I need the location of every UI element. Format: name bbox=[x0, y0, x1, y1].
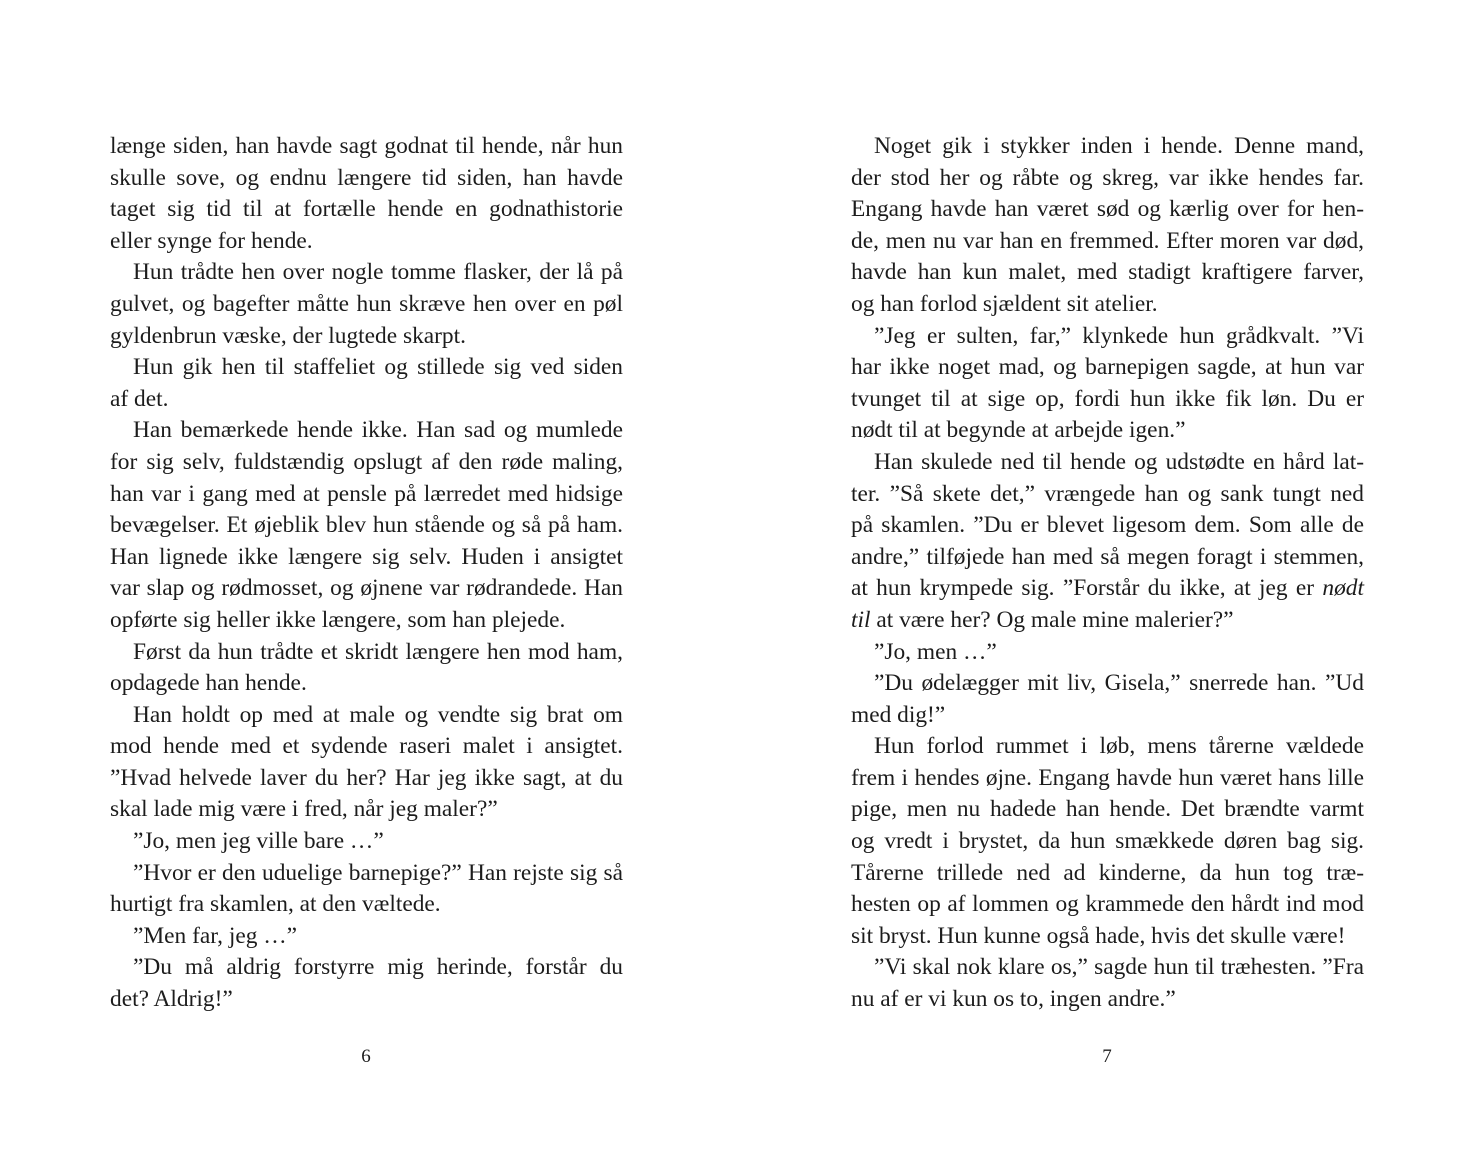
text-line: har ikke noget mad, og barnepigen sagde, at hun var bbox=[851, 354, 1364, 381]
text-line: for sig selv, fuldstændig opslugt af den røde maling, bbox=[110, 448, 623, 475]
text-line: længe siden, han havde sagt godnat til hende, når hun bbox=[110, 133, 623, 159]
paragraph bbox=[851, 668, 1364, 731]
text-line: ”Hvad helvede laver du her? Har jeg ikke sagt, at du bbox=[110, 764, 623, 791]
text-line: ”Vi skal nok klare os,” sagde hun til træhesten. ”Fra bbox=[874, 954, 1364, 981]
text-line bbox=[851, 573, 1364, 605]
text-line: og han forlod sjældent sit atelier. bbox=[851, 290, 1158, 317]
paragraph bbox=[110, 952, 623, 1015]
text-line: tvunget til at sige op, fordi hun ikke fik løn. Du er bbox=[851, 385, 1364, 412]
paragraph bbox=[110, 921, 623, 953]
text-line: nødt til at begynde at arbejde igen.” bbox=[851, 417, 1186, 444]
text-line: der stod her og råbte og skreg, var ikke hendes far. bbox=[851, 164, 1364, 191]
text-line: gulvet, og bagefter måtte hun skræve hen over en pøl bbox=[110, 290, 623, 317]
text-line: skulle sove, og endnu længere tid siden, han havde bbox=[110, 164, 623, 191]
paragraph bbox=[851, 131, 1364, 321]
text-line: han var i gang med at pensle på lærredet med hidsige bbox=[110, 480, 623, 507]
paragraph bbox=[110, 826, 623, 858]
text-line: Noget gik i stykker inden i hende. Denne mand, bbox=[874, 133, 1364, 159]
text-line: andre,” tilføjede han med så megen foragt i stemmen, bbox=[851, 543, 1364, 570]
text-line: Hun trådte hen over nogle tomme flasker, der lå på bbox=[133, 259, 623, 286]
page-number: 7 bbox=[1102, 1046, 1112, 1067]
text-line: Han holdt op med at male og vendte sig brat om bbox=[133, 701, 623, 728]
text-line: ”Men far, jeg …” bbox=[133, 922, 298, 949]
text-line: hesten op af lommen og krammede den hårdt ind mod bbox=[851, 891, 1364, 918]
text-line: de, men nu var han en fremmed. Efter moren var død, bbox=[851, 227, 1364, 254]
text-line: skal lade mig være i fred, når jeg maler?” bbox=[110, 796, 498, 823]
text-line: gyldenbrun væske, der lugtede skarpt. bbox=[110, 322, 466, 349]
text-line: og vredt i brystet, da hun smækkede døren bag sig. bbox=[851, 828, 1364, 855]
paragraph bbox=[110, 131, 623, 257]
text-line: sit bryst. Hun kunne også hade, hvis det skulle være! bbox=[851, 922, 1346, 949]
text-line: Tårerne trillede ned ad kinderne, da hun tog træ- bbox=[851, 859, 1364, 886]
paragraph bbox=[851, 731, 1364, 952]
emphasis-text: til bbox=[851, 606, 871, 633]
paragraph bbox=[110, 352, 623, 415]
paragraph bbox=[851, 447, 1364, 637]
text-line: ter. ”Så skete det,” vrængede han og sank tungt ned bbox=[851, 480, 1364, 507]
text-line: på skamlen. ”Du er blevet ligesom dem. Som alle de bbox=[851, 512, 1364, 539]
text-line: Hun forlod rummet i løb, mens tårerne vældede bbox=[874, 733, 1364, 760]
right-page-text bbox=[851, 131, 1364, 1016]
text-fragment: at være her? Og male mine malerier?” bbox=[876, 606, 1234, 633]
text-line: ”Jeg er sulten, far,” klynkede hun grådkvalt. ”Vi bbox=[874, 322, 1364, 349]
text-line: ”Jo, men …” bbox=[874, 638, 997, 665]
paragraph bbox=[851, 637, 1364, 669]
paragraph bbox=[110, 257, 623, 352]
text-line: Hun gik hen til staffeliet og stillede sig ved siden bbox=[133, 354, 623, 381]
left-page-text bbox=[110, 131, 623, 1016]
emphasis-text: nødt bbox=[1322, 575, 1364, 602]
text-line: frem i hendes øjne. Engang havde hun været hans lille bbox=[851, 764, 1364, 791]
text-line: mod hende med et sydende raseri malet i ansigtet. bbox=[110, 733, 623, 760]
text-line: ”Du ødelægger mit liv, Gisela,” snerrede han. ”Ud bbox=[874, 670, 1364, 697]
text-line: det? Aldrig!” bbox=[110, 986, 233, 1013]
text-line: Han lignede ikke længere sig selv. Huden i ansigtet bbox=[110, 543, 623, 570]
paragraph bbox=[851, 321, 1364, 447]
text-line: Han bemærkede hende ikke. Han sad og mumlede bbox=[133, 417, 623, 444]
text-line: hurtigt fra skamlen, at den væltede. bbox=[110, 891, 441, 918]
text-line: taget sig tid til at fortælle hende en godnathistorie bbox=[110, 196, 623, 223]
paragraph bbox=[110, 415, 623, 636]
text-line bbox=[851, 605, 1364, 637]
text-line: Først da hun trådte et skridt længere hen mod ham, bbox=[133, 638, 623, 665]
text-line: Engang havde han været sød og kærlig over for hen- bbox=[851, 196, 1364, 223]
text-line: pige, men nu hadede han hende. Det brændte varmt bbox=[851, 796, 1364, 823]
paragraph bbox=[110, 858, 623, 921]
text-line: var slap og rødmosset, og øjnene var rødrandede. Han bbox=[110, 575, 623, 602]
text-fragment: at hun krympede sig. ”Forstår du ikke, at jeg er bbox=[851, 575, 1315, 602]
text-line: nu af er vi kun os to, ingen andre.” bbox=[851, 986, 1176, 1013]
text-line: ”Du må aldrig forstyrre mig herinde, forstår du bbox=[133, 954, 623, 981]
text-line: opførte sig heller ikke længere, som han plejede. bbox=[110, 606, 566, 633]
paragraph bbox=[110, 700, 623, 826]
text-line: opdagede han hende. bbox=[110, 670, 307, 697]
text-line: eller synge for hende. bbox=[110, 227, 313, 254]
text-line: bevægelser. Et øjeblik blev hun stående og så på ham. bbox=[110, 512, 623, 539]
paragraph bbox=[110, 637, 623, 700]
text-line: af det. bbox=[110, 385, 169, 412]
text-line: havde han kun malet, med stadigt kraftigere farver, bbox=[851, 259, 1364, 286]
text-line: med dig!” bbox=[851, 701, 946, 728]
page-number: 6 bbox=[361, 1046, 371, 1067]
paragraph bbox=[851, 952, 1364, 1015]
text-line: ”Jo, men jeg ville bare …” bbox=[133, 828, 384, 855]
text-line: ”Hvor er den uduelige barnepige?” Han rejste sig så bbox=[133, 859, 623, 886]
text-line: Han skulede ned til hende og udstødte en hård lat- bbox=[874, 448, 1364, 475]
